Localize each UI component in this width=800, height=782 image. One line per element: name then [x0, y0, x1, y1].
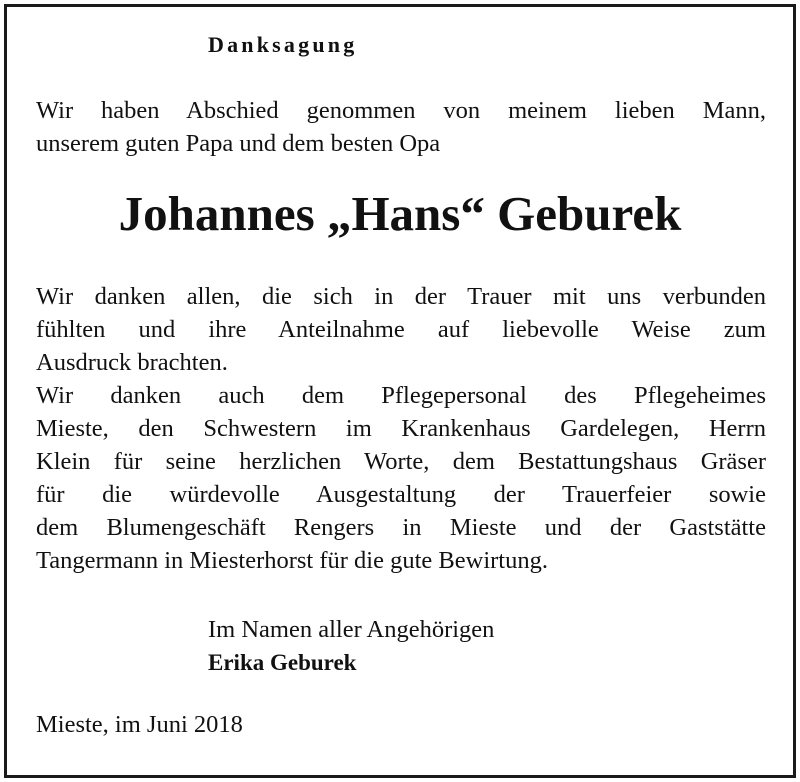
- thanks-paragraph-1: [36, 280, 766, 379]
- notice-heading: Danksagung: [208, 32, 358, 57]
- thanks-line: Wir danken allen, die sich in der Trauer mit uns verbunden: [36, 283, 766, 310]
- signature-name: Erika Geburek: [208, 650, 357, 675]
- thanks-line: Wir danken auch dem Pflegepersonal des Pflegeheimes: [36, 382, 766, 409]
- thanks-line: Tangermann in Miesterhorst für die gute Bewirtung.: [36, 547, 548, 574]
- signature-intro: Im Namen aller Angehörigen: [208, 616, 495, 643]
- place-date: Mieste, im Juni 2018: [36, 711, 243, 738]
- thanks-line: Mieste, den Schwestern im Krankenhaus Gardelegen, Herrn: [36, 415, 766, 442]
- intro-line: Wir haben Abschied genommen von meinem lieben Mann,: [36, 97, 766, 124]
- thanks-line: für die würdevolle Ausgestaltung der Trauerfeier sowie: [36, 481, 766, 508]
- thanks-line: Klein für seine herzlichen Worte, dem Bestattungshaus Gräser: [36, 448, 766, 475]
- thanks-line: fühlten und ihre Anteilnahme auf liebevolle Weise zum: [36, 316, 766, 343]
- thanks-line: dem Blumengeschäft Rengers in Mieste und der Gaststätte: [36, 514, 766, 541]
- intro-paragraph: [36, 94, 766, 160]
- intro-line: unserem guten Papa und dem besten Opa: [36, 130, 441, 157]
- thanks-line: Ausdruck brachten.: [36, 349, 228, 376]
- thanks-paragraph-2: [36, 379, 766, 577]
- deceased-name: Johannes „Hans“ Geburek: [118, 186, 682, 241]
